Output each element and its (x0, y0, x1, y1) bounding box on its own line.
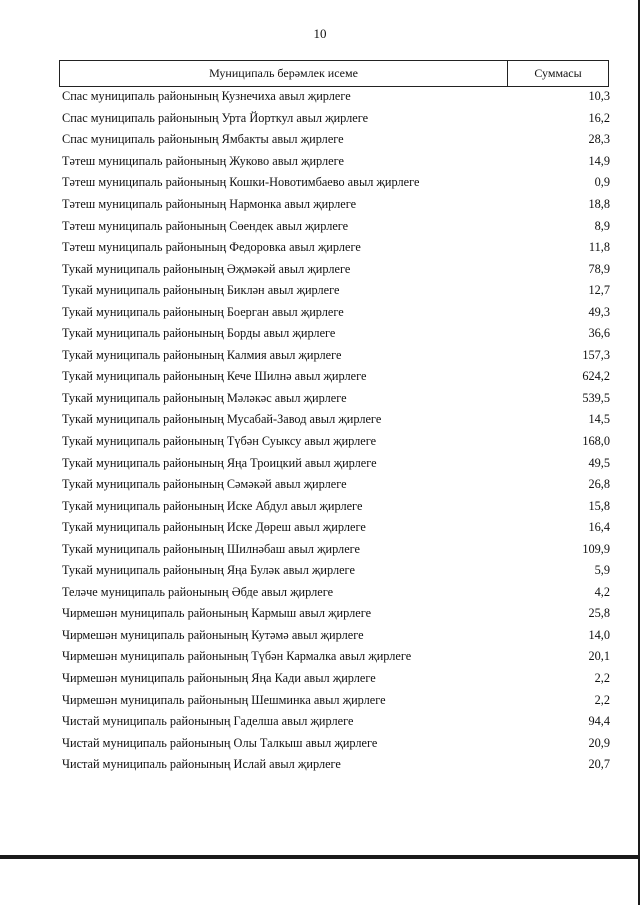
row-name: Тукай муниципаль районының Яңа Троицкий авыл җирлеге (62, 455, 377, 470)
column-header-sum: Суммасы (534, 66, 582, 80)
row-name: Тәтеш муниципаль районының Кошки-Новотимбаево авыл җирлеге (62, 175, 420, 190)
row-name: Тукай муниципаль районының Яңа Буләк авыл җирлеге (62, 563, 355, 578)
row-sum: 16,2 (588, 110, 610, 125)
row-sum: 0,9 (594, 175, 610, 190)
table-row (62, 711, 610, 733)
row-sum: 14,9 (588, 153, 610, 168)
row-sum: 2,2 (594, 671, 610, 686)
row-sum: 49,3 (588, 304, 610, 319)
row-sum: 4,2 (594, 584, 610, 599)
row-name: Тукай муниципаль районының Иске Дөреш авыл җирлеге (62, 520, 366, 535)
page-number: 10 (313, 26, 327, 41)
table-row (62, 258, 610, 280)
row-name: Чистай муниципаль районының Олы Талкыш авыл җирлеге (62, 735, 378, 750)
table-row (62, 495, 610, 517)
table-header (59, 60, 609, 87)
row-sum: 26,8 (588, 477, 610, 492)
row-sum: 18,8 (588, 197, 610, 211)
row-sum: 15,8 (588, 498, 610, 513)
row-name: Теләче муниципаль районының Әбде авыл җирлеге (62, 584, 334, 599)
row-name: Тукай муниципаль районының Түбән Суыксу авыл җирлеге (62, 434, 377, 449)
row-sum: 109,9 (582, 541, 610, 556)
table-row (62, 646, 610, 668)
row-name: Спас муниципаль районының Кузнечиха авыл җирлеге (62, 89, 351, 104)
table-row (62, 280, 610, 302)
row-sum: 168,0 (582, 434, 610, 449)
row-sum: 20,9 (588, 735, 610, 750)
table-row (62, 86, 610, 108)
row-sum: 16,4 (588, 520, 610, 535)
row-sum: 94,4 (588, 714, 610, 729)
row-sum: 28,3 (588, 132, 610, 147)
table-row (62, 474, 610, 496)
table-row (62, 366, 610, 388)
table-row (62, 754, 610, 776)
table-row (62, 603, 610, 625)
row-sum: 539,5 (582, 390, 610, 405)
table-row (62, 129, 610, 151)
row-name: Тәтеш муниципаль районының Жуково авыл җирлеге (62, 153, 344, 168)
table-row (62, 194, 610, 216)
row-sum: 5,9 (594, 563, 610, 578)
table-row (62, 388, 610, 410)
row-sum: 78,9 (588, 261, 610, 276)
row-sum: 20,7 (588, 757, 610, 772)
table-row (62, 668, 610, 690)
table-row (62, 582, 610, 604)
row-name: Чирмешән муниципаль районының Яңа Кади авыл җирлеге (62, 671, 376, 686)
bottom-rule (0, 855, 640, 859)
row-sum: 10,3 (588, 89, 610, 104)
table-row (62, 345, 610, 367)
table-row (62, 431, 610, 453)
row-name: Тукай муниципаль районының Боерган авыл җирлеге (62, 304, 344, 319)
row-sum: 20,1 (588, 649, 610, 664)
table-row (62, 108, 610, 130)
table-row (62, 689, 610, 711)
row-name: Тукай муниципаль районының Иске Абдул авыл җирлеге (62, 498, 363, 513)
row-name: Тукай муниципаль районының Биклән авыл җирлеге (62, 283, 340, 298)
row-name: Тәтеш муниципаль районының Нармонка авыл җирлеге (62, 197, 357, 211)
table-row (62, 323, 610, 345)
table-row (62, 625, 610, 647)
row-name: Чирмешән муниципаль районының Кармыш авыл җирлеге (62, 606, 372, 621)
row-sum: 14,0 (588, 627, 610, 642)
row-sum: 157,3 (582, 347, 610, 362)
row-sum: 14,5 (588, 412, 610, 427)
row-name: Спас муниципаль районының Урта Йорткул авыл җирлеге (62, 110, 369, 125)
row-sum: 8,9 (594, 218, 610, 233)
row-name: Чирмешән муниципаль районының Кутәмә авыл җирлеге (62, 627, 364, 642)
row-name: Тукай муниципаль районының Калмия авыл җирлеге (62, 347, 342, 362)
row-name: Чирмешән муниципаль районының Шешминка авыл җирлеге (62, 692, 386, 707)
table-row (62, 301, 610, 323)
table-row (62, 409, 610, 431)
table-row (62, 560, 610, 582)
row-name: Тукай муниципаль районының Мәләкәс авыл җирлеге (62, 390, 347, 405)
row-name: Чистай муниципаль районының Гаделша авыл җирлеге (62, 714, 354, 729)
row-sum: 624,2 (582, 369, 610, 384)
table-row (62, 452, 610, 474)
row-sum: 25,8 (588, 606, 610, 621)
table-row (62, 538, 610, 560)
row-name: Тукай муниципаль районының Сәмәкәй авыл җирлеге (62, 477, 347, 492)
row-name: Тукай муниципаль районының Кече Шилнә авыл җирлеге (62, 369, 367, 384)
row-sum: 11,8 (588, 240, 610, 255)
table-body (62, 86, 610, 776)
row-name: Тукай муниципаль районының Шилнәбаш авыл җирлеге (62, 541, 360, 556)
row-name: Тәтеш муниципаль районының Сөендек авыл җирлеге (62, 218, 349, 233)
row-sum: 12,7 (588, 283, 610, 298)
row-name: Спас муниципаль районының Ямбакты авыл җирлеге (62, 132, 344, 147)
row-name: Тукай муниципаль районының Борды авыл җирлеге (62, 326, 336, 341)
row-name: Чирмешән муниципаль районының Түбән Кармалка авыл җирлеге (62, 649, 412, 664)
table-row (62, 237, 610, 259)
row-sum: 49,5 (588, 455, 610, 470)
table-row (62, 517, 610, 539)
row-sum: 36,6 (588, 326, 610, 341)
table-row (62, 215, 610, 237)
table-row (62, 732, 610, 754)
row-name: Чистай муниципаль районының Ислай авыл җирлеге (62, 757, 341, 772)
row-name: Тәтеш муниципаль районының Федоровка авыл җирлеге (62, 240, 361, 255)
column-header-name: Муниципаль берәмлек исеме (60, 61, 508, 86)
table-row (62, 151, 610, 173)
row-name: Тукай муниципаль районының Мусабай-Завод авыл җирлеге (62, 412, 382, 427)
row-name: Тукай муниципаль районының Әҗмәкәй авыл җирлеге (62, 261, 351, 276)
row-sum: 2,2 (594, 692, 610, 707)
table-row (62, 172, 610, 194)
